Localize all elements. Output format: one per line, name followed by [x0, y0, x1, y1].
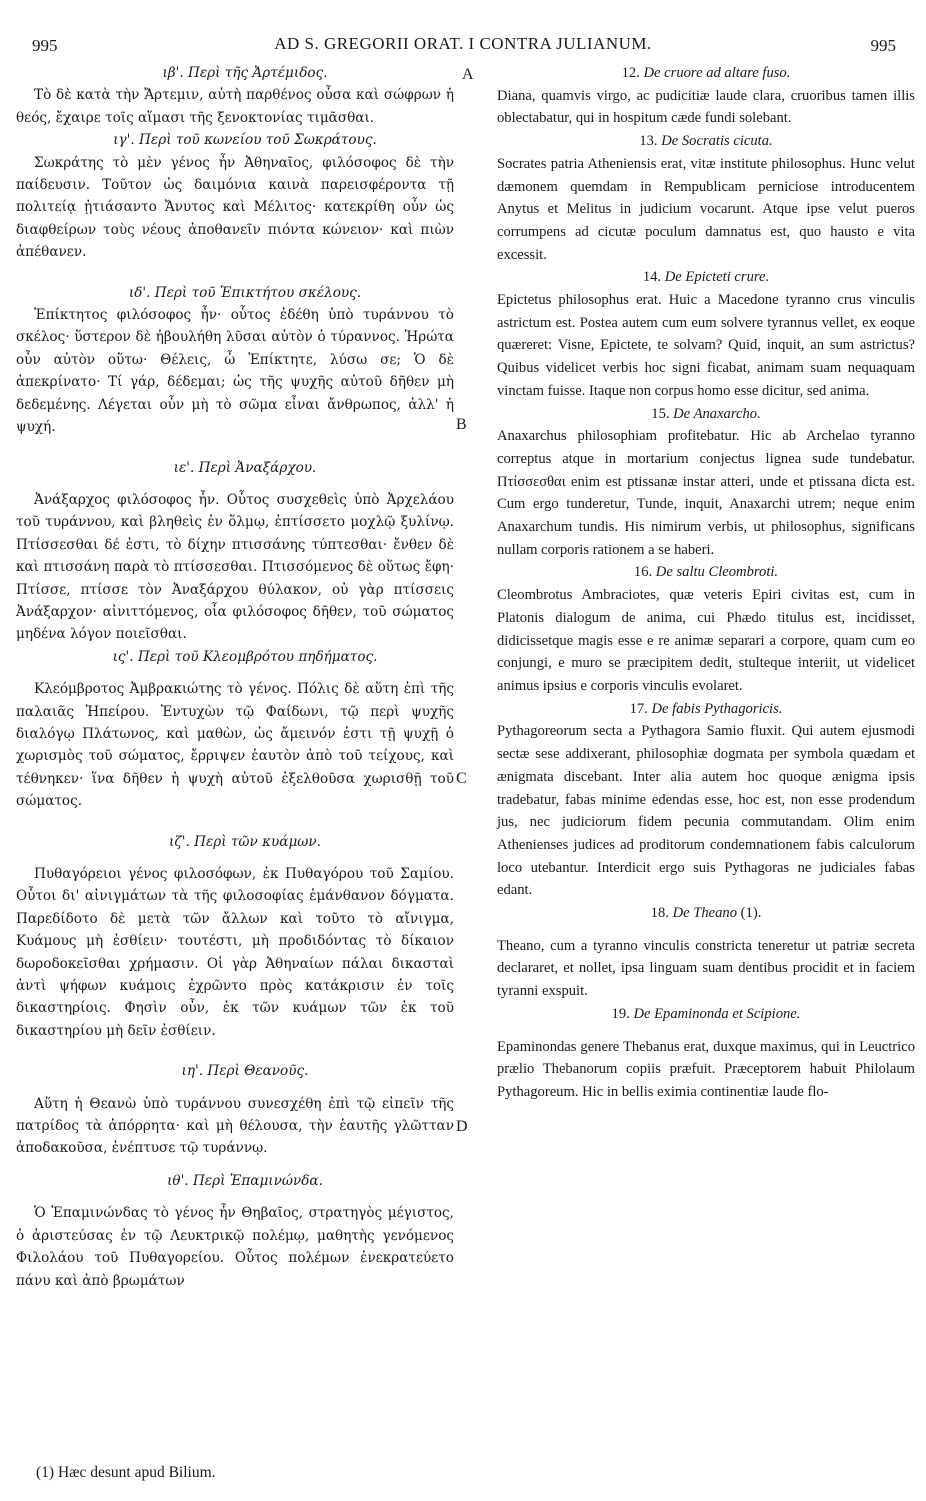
- latin-section-heading: 18. De Theano (1).: [650, 905, 762, 922]
- latin-paragraph: Cleombrotus Ambraciotes, quæ veteris Epiri civitas est, cum in Platonis dialogum de anima, cui Phædo titulus est, incidisset, didicissetque magis esse e re animæ separari a corpore, quam cum eo conjungi, e muro se præcipitem dedit, stulteque interiit, ut videlicet animus ipsius e corporis vinculis evolaret.: [497, 587, 915, 694]
- greek-paragraph: Ὁ Ἐπαμινώνδας τὸ γένος ἦν Θηβαῖος, στρατηγὸς μέγιστος, ὁ ἀριστεύσας ἐν τῷ Λευκτρικῷ πολέμῳ, μαθητὴς γενόμενος Φιλολάου τοῦ Πυθαγορείου. Οὗτος πολέμων ἐνεκρατεύετο πάνυ καὶ ἀπὸ βρωμάτων: [16, 1205, 454, 1289]
- latin-section-heading: 15. De Anaxarcho.: [651, 405, 761, 422]
- latin-section-heading: 12. De cruore ad altare fuso.: [621, 65, 791, 81]
- latin-section-heading: 14. De Epicteti crure.: [642, 269, 770, 286]
- greek-column: [16, 62, 454, 1292]
- greek-section-heading: ιθ'. Περὶ Ἐπαμινώνδα.: [167, 1172, 323, 1189]
- page-number-left: 995: [32, 36, 58, 55]
- greek-section-heading: ις'. Περὶ τοῦ Κλεομβρότου πηδήματος.: [112, 648, 378, 665]
- greek-paragraph: Σωκράτης τὸ μὲν γένος ἦν Ἀθηναῖος, φιλόσοφος δὲ τὴν παίδευσιν. Τοῦτον ὡς δαιμόνια καινὰ παρεισφέροντα τῇ πολιτείᾳ ᾐτιάσαντο Ἄνυτος καὶ Μέλιτος· κατεκρίθη οὖν ὡς διαφθείρων τοὺς νέους ἀποθανεῖν πιόντα κώνειον· καὶ πιὼν ἀπέθανεν.: [16, 154, 454, 261]
- greek-section-heading: ιη'. Περὶ Θεανοῦς.: [181, 1063, 309, 1080]
- latin-section-heading: 17. De fabis Pythagoricis.: [629, 700, 783, 717]
- latin-section-heading: 19. De Epaminonda et Scipione.: [611, 1005, 801, 1022]
- latin-section-heading: 13. De Socratis cicuta.: [639, 133, 773, 150]
- running-title: AD S. GREGORII ORAT. I CONTRA JULIANUM.: [274, 34, 652, 53]
- greek-section-heading: ιδ'. Περὶ τοῦ Ἐπικτήτου σκέλους.: [128, 284, 362, 301]
- greek-section-heading: ιγ'. Περὶ τοῦ κωνείου τοῦ Σωκράτους.: [113, 132, 377, 149]
- greek-paragraph: Ἀνάξαρχος φιλόσοφος ἦν. Οὗτος συσχεθεὶς ὑπὸ Ἀρχελάου τοῦ τυράννου, καὶ βληθεὶς ἐν ὅλμῳ, ἐπτίσσετο μοχλῷ ξυλίνῳ. Πτίσσεσθαι δέ ἐστι, τὸ δίχην πτισσάνης τύπτεσθαι· ἔνθεν δὲ καὶ πτισσάνη παρὰ τὸ πτίσσεσθαι. Πτισσόμενος δὲ οὕτως ἔφη· Πτίσσε, πτίσσε τὸν Ἀναξάρχου θύλακον, οὐ γὰρ πτίσσεις Ἀνάξαρχον· αἰνιττόμενος, οἷα φιλόσοφος δῆθεν, τοῦ σώματος μηδένα λόγον ποιεῖσθαι.: [16, 491, 454, 643]
- latin-paragraph: Diana, quamvis virgo, ac pudicitiæ laude clara, cruoribus tamen illis oblectabatur, qui in hospitum cæde fundi solebant.: [497, 87, 915, 127]
- latin-column: [497, 62, 915, 1104]
- greek-paragraph: Πυθαγόρειοι γένος φιλοσόφων, ἐκ Πυθαγόρου τοῦ Σαμίου. Οὗτοι δι' αἰνιγμάτων τὰ τῆς φιλοσοφίας ἐμάνθανον δόγματα. Παρεδίδοτο δὲ μετὰ τῶν ἄλλων καὶ τοῦτο τὸ αἴνιγμα, Κυάμους μὴ ἐσθίειν· τουτέστι, μὴ προδιδόντας τὸ δίκαιον δωροδοκεῖσθαι χρήμασιν. Οἱ γὰρ Ἀθηναίων πάλαι δικασταὶ ἀντὶ ψήφων κυάμοις ἐχρῶντο πρὸς κατάκρισιν ἐν τοῖς δικαστηρίοις. Φησὶν οὖν, ἐκ τῶν κυάμων τῶν ἐκ τοῦ δικαστηρίου μὴ δεῖν ἐσθίειν.: [16, 866, 454, 1039]
- greek-section-heading: ιζ'. Περὶ τῶν κυάμων.: [169, 833, 321, 850]
- latin-paragraph: Theano, cum a tyranno vinculis constricta teneretur ut patriæ secreta declararet, et nollet, ipsa linguam suam dentibus procidit et in faciem tyranni exspuit.: [497, 937, 915, 1000]
- margin-marker-c: C: [456, 770, 467, 787]
- greek-section-heading: ιε'. Περὶ Ἀναξάρχου.: [173, 459, 317, 476]
- latin-paragraph: Pythagoreorum secta a Pythagora Samio fluxit. Qui autem ejusmodi sectæ sese addixerant, philosophiæ dogmata per symbola quædam et ænigmata discebant. Inter alia autem hoc quoque ænigma ipsis tradebatur, fabas minime edendas esse, hoc est, non esse prodendum jus, nec judiciorum fidem pecunia commutandam. Olim enim Athenienses judices ad proditorum condemnationem fabis calculorum loco utebantur. Interdicit ergo suis Pythagoras ne judiciales fabas edant.: [497, 723, 915, 899]
- margin-marker-b: B: [456, 416, 467, 433]
- greek-paragraph: Τὸ δὲ κατὰ τὴν Ἄρτεμιν, αὐτὴ παρθένος οὖσα καὶ σώφρων ἡ θεός, ἔχαιρε τοῖς αἵμασι τῆς ξενοκτονίας τιμᾶσθαι.: [16, 87, 454, 126]
- greek-paragraph: Κλεόμβροτος Ἀμβρακιώτης τὸ γένος. Πόλις δὲ αὕτη ἐπὶ τῆς παλαιᾶς Ἠπείρου. Ἐντυχὼν τῷ Φαίδωνι, τῷ περὶ ψυχῆς διαλόγῳ Πλάτωνος, καὶ μαθὼν, ὡς ἄμεινόν ἐστι τῇ ψυχῇ ὁ χωρισμὸς τοῦ σώματος, ἔρριψεν ἑαυτὸν ἀπὸ τοῦ τείχους, καὶ τέθνηκεν· ἵνα δῆθεν ἡ ψυχὴ αὐτοῦ ἐξελθοῦσα χωρισθῇ τοῦ σώματος.: [16, 681, 454, 810]
- greek-paragraph: Ἐπίκτητος φιλόσοφος ἦν· οὗτος ἐδέθη ὑπὸ τυράννου τὸ σκέλος· ὕστερον δὲ ἠβουλήθη λῦσαι αὐτὸν ὁ τύραννος. Ἠρώτα οὖν αὐτὸν οὕτω· Θέλεις, ὦ Ἐπίκτητε, λύσω σε; Ὁ δὲ ἀπεκρίνατο· Τί γάρ, δέδεμαι; ὡς τῆς ψυχῆς αὐτοῦ δῆθεν μὴ δεδεμένης. Λέγεται οὖν μὴ τὸ σῶμα εἶναι ἄνθρωπος, ἀλλ' ἡ ψυχή.: [16, 307, 454, 436]
- latin-paragraph: Epictetus philosophus erat. Huic a Macedone tyranno crus vinculis astrictum est. Postea autem cum eum solvere tyrannus vellet, ex eoque quæreret: Visne, Epictete, te solvam? Quid, inquit, an sum astrictus? Quibus videlicet verbis hoc signi ficabat, animam suam nequaquam vinctam fuisse. Itaque non corpus homo esse dicitur, sed anima.: [497, 292, 915, 399]
- greek-section-heading: ιβ'. Περὶ τῆς Ἀρτέμιδος.: [162, 65, 328, 81]
- margin-marker-a: A: [462, 66, 474, 83]
- latin-paragraph: Socrates patria Atheniensis erat, vitæ institute philosophus. Hunc velut dæmonem quemdam in Rempublicam perniciose introducentem Anytus et Melitus in judicium vocarunt. Atque ipse velut pueros corrumpens ad cicutæ poculum damnatus est, quo hausto e vita excessit.: [497, 155, 915, 263]
- greek-paragraph: Αὕτη ἡ Θεανὼ ὑπὸ τυράννου συνεσχέθη ἐπὶ τῷ εἰπεῖν τῆς πατρίδος τὰ ἀπόρρητα· καὶ μὴ θέλουσα, τὴν ἑαυτῆς γλῶτταν ἀποδακοῦσα, ἐνέπτυσε τῷ τυράννῳ.: [16, 1095, 454, 1157]
- running-head: [0, 0, 926, 60]
- latin-section-heading: 16. De saltu Cleombroti.: [633, 564, 779, 581]
- page-number-right: 995: [870, 36, 896, 55]
- footnote: (1) Hæc desunt apud Bilium.: [36, 1464, 216, 1481]
- margin-marker-d: D: [456, 1118, 468, 1135]
- latin-paragraph: Epaminondas genere Thebanus erat, duxque maximus, qui in Leuctrico prælio Thebanorum copiis præfuit. Præceptorem habuit Philolaum Pythagoreum. Hic in bellis eximia continentiæ laude flo-: [497, 1038, 915, 1100]
- latin-paragraph: Anaxarchus philosophiam profitebatur. Hic ab Archelao tyranno correptus atque in mortarium conjectus lignea sude tundebatur. Πτίσσεσθαι enim est ptissanæ instar atteri, unde et ptissana dicta est. Cum ergo tunderetur, Tunde, inquit, Anaxarchi utrem; neque enim Anaxarchum tundis. His nimirum verbis, ut philosophus, significans nullam corporis rationem a se haberi.: [497, 428, 915, 558]
